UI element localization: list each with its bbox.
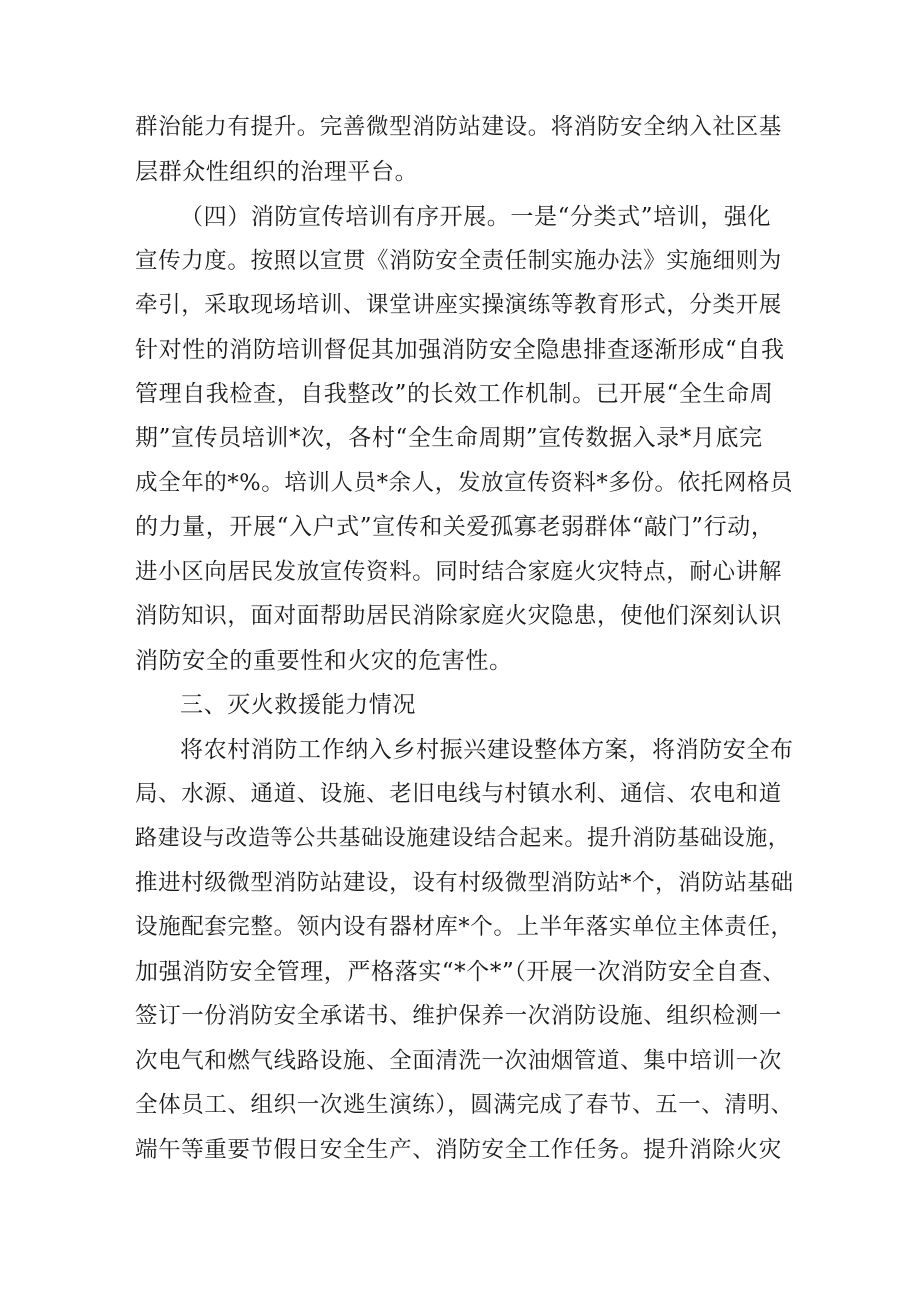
text-line: 局、水源、通道、设施、老旧电线与村镇水利、通信、农电和道 — [135, 781, 782, 807]
section-heading-3: 三、灭火救援能力情况 — [180, 692, 416, 718]
text-line: 消防安全的重要性和火灾的危害性。 — [135, 648, 513, 674]
text-line: 牵引，采取现场培训、课堂讲座实操演练等教育形式，分类开展 — [135, 292, 782, 318]
text-line: 推进村级微型消防站建设，设有村级微型消防站*个，消防站基础 — [135, 870, 794, 896]
text-line: 成全年的*%。培训人员*余人，发放宣传资料*多份。依托网格员 — [135, 470, 794, 496]
text-line: 设施配套完整。领内设有器材库*个。上半年落实单位主体责任， — [135, 914, 794, 940]
text-line: 管理自我检查，自我整改”的长效工作机制。已开展“全生命周 — [135, 381, 774, 407]
text-line: 加强消防安全管理，严格落实“*个*”（开展一次消防安全自查、 — [135, 959, 787, 985]
text-line: 将农村消防工作纳入乡村振兴建设整体方案，将消防安全布 — [180, 737, 794, 763]
text-line: 进小区向居民发放宣传资料。同时结合家庭火灾特点，耐心讲解 — [135, 559, 782, 585]
text-line: 全体员工、组织一次逃生演练），圆满完成了春节、五一、清明、 — [135, 1092, 794, 1118]
text-line: 宣传力度。按照以宣贯《消防安全责任制实施办法》实施细则为 — [135, 248, 782, 274]
text-line: 路建设与改造等公共基础设施建设结合起来。提升消防基础设施， — [135, 826, 791, 851]
text-line: 针对性的消防培训督促其加强消防安全隐患排查逐渐形成“自我 — [135, 337, 785, 363]
text-line: 次电气和燃气线路设施、全面清洗一次油烟管道、集中培训一次 — [135, 1048, 782, 1074]
text-line: 期”宣传员培训*次，各村“全生命周期”宣传数据入录*月底完 — [135, 425, 763, 451]
text-line: 层群众性组织的治理平台。 — [135, 159, 419, 185]
text-line: 群治能力有提升。完善微型消防站建设。将消防安全纳入社区基 — [135, 114, 782, 140]
section-heading-4: （四）消防宣传培训有序开展。一是“分类式”培训，强化 — [180, 204, 772, 230]
text-line: 的力量，开展“入户式”宣传和关爱孤寡老弱群体“敲门”行动， — [135, 514, 775, 540]
text-line: 签订一份消防安全承诺书、维护保养一次消防设施、组织检测一 — [135, 1003, 782, 1029]
text-line: 消防知识，面对面帮助居民消除家庭火灾隐患，使他们深刻认识 — [135, 603, 782, 629]
text-line: 端午等重要节假日安全生产、消防安全工作任务。提升消除火灾 — [135, 1137, 782, 1163]
